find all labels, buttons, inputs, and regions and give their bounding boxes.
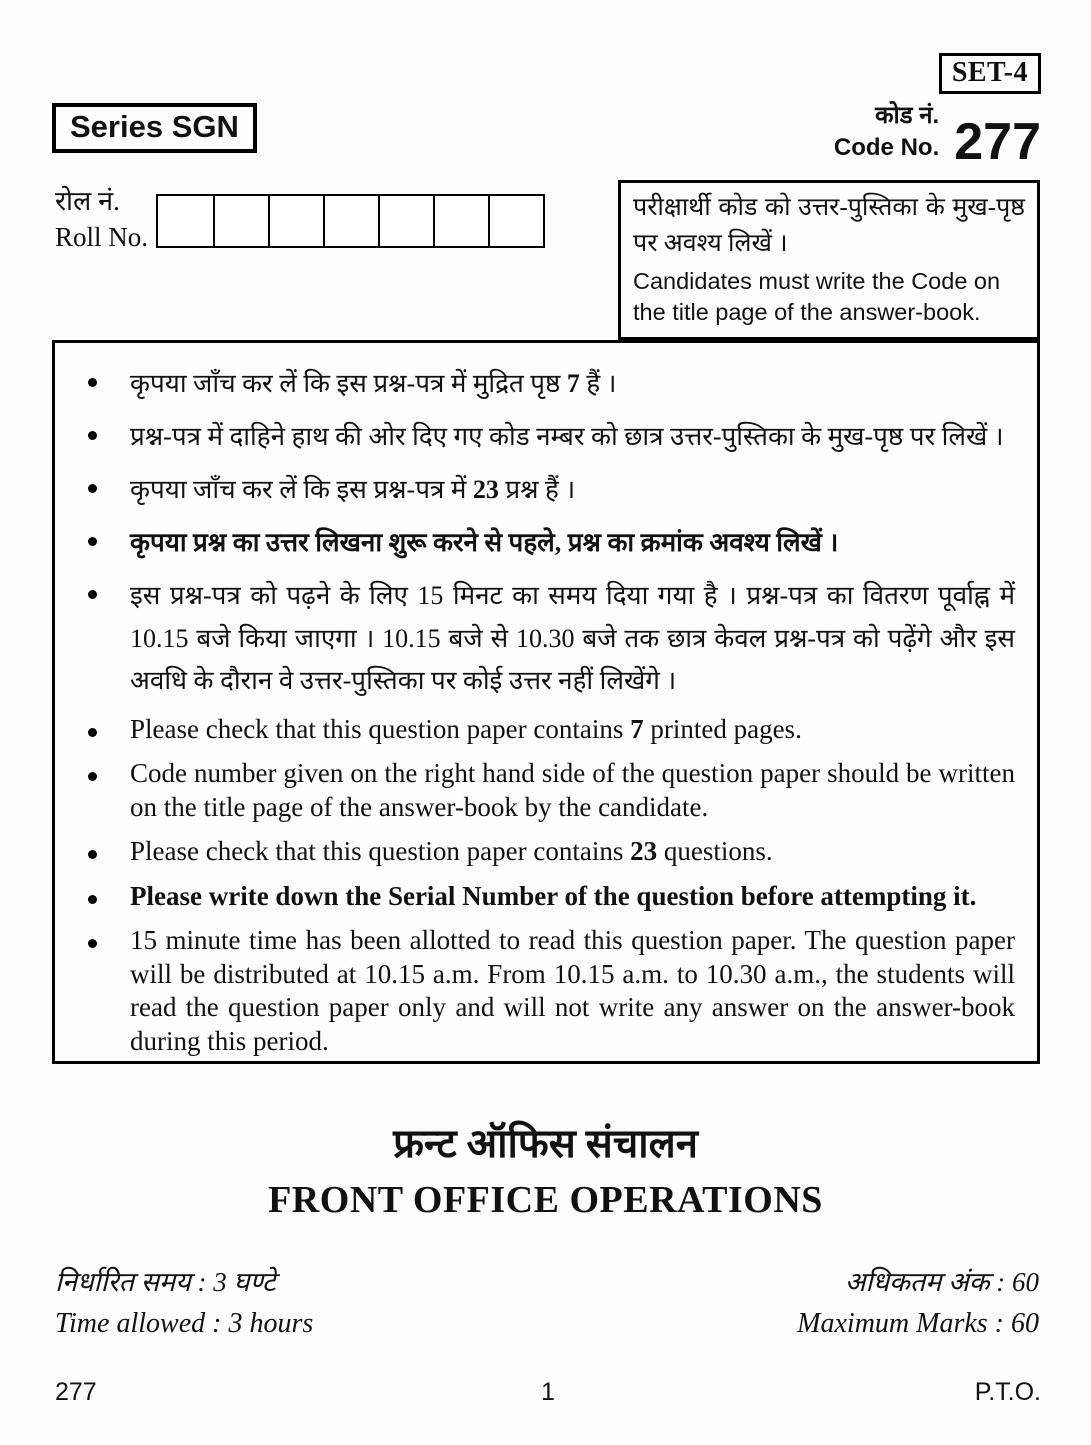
instruction-bullet-text: प्रश्न-पत्र में दाहिने हाथ की ओर दिए गए कोड नम्बर को छात्र उत्तर-पुस्तिका के मुख-पृष्ठ पर लिखें । [130,422,1004,452]
instruction-bullet [75,469,1015,511]
instruction-bullet-text: इस प्रश्न-पत्र को पढ़ने के लिए 15 मिनट का समय दिया गया है । प्रश्न-पत्र का वितरण पूर्वाह्न में 10.15 बजे किया जाएगा । 10.15 बजे से 10.30 बजे तक छात्र केवल प्रश्न-पत्र को पढ़ेंगे और इस अवधि के दौरान वे उत्तर-पुस्तिका पर कोई उत्तर नहीं लिखेंगे । [130,581,1015,695]
instruction-bullet [75,522,1015,564]
instruction-bullet [75,713,1015,746]
bullet-dot-icon [88,895,97,904]
roll-digit-box[interactable] [378,196,433,246]
footer-page-number: 1 [541,1378,555,1406]
roll-label-english: Roll No. [55,221,149,252]
roll-digit-box[interactable] [268,196,323,246]
bullet-dot-icon [88,537,97,546]
instruction-bullet-text: कृपया जाँच कर लें कि इस प्रश्न-पत्र में मुद्रित पृष्ठ 7 हैं । [130,369,617,398]
bullet-dot-icon [88,378,97,387]
code-number-value: 277 [954,112,1041,171]
instructions-box [52,340,1040,1064]
bullet-dot-icon [88,772,97,781]
roll-label-hindi: रोल नं. [55,186,120,216]
code-notice-hindi: परीक्षार्थी कोड को उत्तर-पुस्तिका के मुख-पृष्ठ पर अवश्य लिखें । [633,194,1025,257]
instruction-bullet [75,924,1015,1058]
bullet-dot-icon [88,484,97,493]
instruction-bullet [75,757,1015,824]
maximum-marks-hindi: अधिकतम अंक : 60 [844,1267,1039,1297]
set-number-label: SET-4 [951,57,1028,88]
code-number-labels [834,100,939,167]
maximum-marks-english: Maximum Marks : 60 [797,1308,1039,1339]
roll-digit-box[interactable] [213,196,268,246]
instruction-bullet-text: Please write down the Serial Number of the question before attempting it. [130,880,977,911]
meta-row-english [55,1308,1039,1340]
bullet-dot-icon [88,728,97,737]
time-allowed-english: Time allowed : 3 hours [55,1308,314,1339]
roll-digit-box[interactable] [488,196,543,246]
roll-number-labels [55,184,148,255]
bullet-dot-icon [88,590,97,599]
instruction-bullet-text: Please check that this question paper contains 23 questions. [130,836,773,867]
code-label-hindi: कोड नं. [875,102,940,129]
code-number-group [833,100,1041,171]
roll-digit-box[interactable] [433,196,488,246]
code-label-english: Code No. [833,134,940,162]
instructions-list [75,363,1015,1058]
bullet-dot-icon [88,431,97,440]
instruction-bullet [75,363,1015,405]
roll-number-boxes[interactable] [156,194,545,248]
set-number-box [939,53,1041,94]
footer-pto-label: P.T.O. [974,1378,1041,1406]
roll-digit-box[interactable] [158,196,213,246]
instruction-bullet-text: Code number given on the right hand side of the question paper should be written on the title page of the answer-book by the candidate. [130,758,1015,822]
bullet-dot-icon [88,850,97,859]
paper-title-english: FRONT OFFICE OPERATIONS [268,1179,823,1221]
time-allowed-hindi: निर्धारित समय : 3 घण्टे [55,1267,276,1297]
roll-digit-box[interactable] [323,196,378,246]
meta-row-hindi [55,1262,1039,1299]
paper-title-hindi: फ्रन्ट ऑफिस संचालन [393,1121,698,1166]
instruction-bullet [75,835,1015,868]
instruction-bullet-text: कृपया जाँच कर लें कि इस प्रश्न-पत्र में 23 प्रश्न हैं । [130,475,576,505]
instruction-bullet-text: 15 minute time has been allotted to read this question paper. The question paper will be distributed at 10.15 a.m. From 10.15 a.m. to 10.30 a.m., the students will read the question paper only and will not write any answer on the answer-book during this period. [130,925,1015,1056]
instruction-bullet-text: Please check that this question paper contains 7 printed pages. [130,713,802,744]
series-box [52,103,257,153]
instruction-bullet-text: कृपया प्रश्न का उत्तर लिखना शुरू करने से पहले, प्रश्न का क्रमांक अवश्य लिखें । [130,528,839,558]
code-notice-english: Candidates must write the Code on the title page of the answer-book. [633,268,1001,325]
instruction-bullet [75,880,1015,913]
footer-code-number: 277 [55,1378,97,1406]
bullet-dot-icon [88,939,97,948]
instruction-bullet [75,416,1015,458]
code-notice-box [618,180,1040,340]
series-label: Series SGN [70,109,239,144]
instruction-bullet [75,575,1015,701]
